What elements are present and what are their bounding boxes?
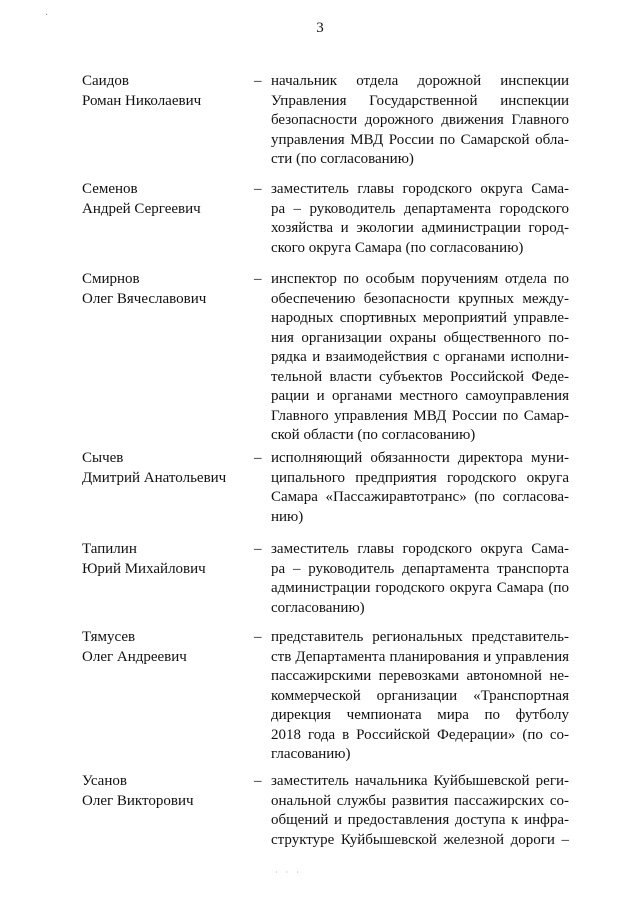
role-line: коммерческой организации «Транспортная bbox=[271, 687, 569, 704]
role-line: сти (по согласованию) bbox=[271, 151, 414, 167]
surname: Тапилин bbox=[82, 541, 137, 557]
role-line: нию) bbox=[271, 508, 304, 525]
role-line: ра – руководитель департамента городского bbox=[271, 200, 569, 217]
role-line: инспектор по особым поручениям отдела по bbox=[271, 271, 569, 287]
role-line: общений и предоставления доступа к инфра- bbox=[271, 812, 569, 828]
position-description bbox=[271, 270, 569, 446]
given-names: Андрей Сергеевич bbox=[82, 200, 201, 217]
role-line: ния организации охраны общественного по- bbox=[271, 329, 569, 346]
dash: – bbox=[254, 73, 262, 89]
role-line: структуре Куйбышевской железной дороги – bbox=[271, 831, 569, 848]
role-line: ципального предприятия городского округа bbox=[271, 469, 569, 486]
role-line: ского округа Самара (по согласованию) bbox=[271, 239, 524, 256]
role-line: народных спортивных мероприятий управле- bbox=[271, 310, 569, 326]
corner-mark: · bbox=[45, 10, 49, 21]
role-line: обеспечению безопасности крупных между- bbox=[271, 290, 569, 307]
surname: Смирнов bbox=[82, 271, 140, 287]
role-line: рядка и взаимодействия с органами исполни- bbox=[271, 349, 569, 365]
person-name bbox=[82, 72, 252, 111]
role-line: исполняющий обязанности директора муни- bbox=[271, 450, 569, 466]
given-names: Олег Андреевич bbox=[82, 648, 187, 665]
role-line: ра – руководитель департамента транспорта bbox=[271, 560, 569, 577]
page-number: 3 bbox=[316, 20, 324, 36]
given-names: Дмитрий Анатольевич bbox=[82, 469, 227, 486]
role-line: представитель региональных представитель- bbox=[271, 629, 569, 645]
role-line: заместитель начальника Куйбышевской реги- bbox=[271, 773, 569, 789]
position-description bbox=[271, 540, 569, 618]
position-description bbox=[271, 72, 569, 170]
role-line: начальник отдела дорожной инспекции bbox=[271, 73, 569, 89]
role-line: гласованию) bbox=[271, 746, 351, 762]
surname: Саидов bbox=[82, 73, 129, 89]
role-line: согласованию) bbox=[271, 599, 365, 616]
role-line: тельной власти субъектов Российской Феде- bbox=[271, 368, 569, 385]
given-names: Юрий Михайлович bbox=[82, 560, 206, 577]
role-line: заместитель главы городского округа Сама- bbox=[271, 181, 569, 197]
position-description bbox=[271, 772, 569, 850]
role-line: Главного управления МВД России по Самар- bbox=[271, 407, 569, 424]
role-line: администрации городского округа Самара (по bbox=[271, 580, 569, 596]
role-line: безопасности дорожного движения Главного bbox=[271, 112, 569, 128]
dash: – bbox=[254, 629, 262, 645]
surname: Сычев bbox=[82, 450, 124, 466]
given-names: Олег Вячеславович bbox=[82, 290, 207, 307]
person-name bbox=[82, 270, 252, 309]
person-name bbox=[82, 628, 252, 667]
role-line: 2018 года в Российской Федерации» (по со- bbox=[271, 726, 569, 743]
position-description bbox=[271, 449, 569, 527]
role-line: рации и органами местного самоуправления bbox=[271, 388, 569, 404]
role-line: ональной службы развития пассажирских со- bbox=[271, 792, 569, 809]
position-description bbox=[271, 180, 569, 258]
role-line: заместитель главы городского округа Сама- bbox=[271, 541, 569, 557]
surname: Усанов bbox=[82, 773, 127, 789]
person-name bbox=[82, 772, 252, 811]
dash: – bbox=[254, 271, 262, 287]
dash: – bbox=[254, 541, 262, 557]
surname: Семенов bbox=[82, 181, 138, 197]
role-line: управления МВД России по Самарской обла- bbox=[271, 131, 569, 148]
role-line: пассажирскими перевозками автономной не- bbox=[271, 668, 569, 684]
role-line: хозяйства и экологии администрации город- bbox=[271, 220, 569, 236]
dash: – bbox=[254, 181, 262, 197]
given-names: Олег Викторович bbox=[82, 792, 194, 809]
person-name bbox=[82, 449, 252, 488]
role-line: ств Департамента планирования и управления bbox=[271, 648, 569, 665]
person-name bbox=[82, 180, 252, 219]
dash: – bbox=[254, 773, 262, 789]
given-names: Роман Николаевич bbox=[82, 92, 202, 109]
role-line: Самара «Пассажиравтотранс» (по согласова- bbox=[271, 489, 569, 505]
role-line: Управления Государственной инспекции bbox=[271, 92, 569, 109]
person-name bbox=[82, 540, 252, 579]
role-line: ской области (по согласованию) bbox=[271, 427, 476, 443]
position-description bbox=[271, 628, 569, 765]
dash: – bbox=[254, 450, 262, 466]
surname: Тямусев bbox=[82, 629, 136, 645]
footer-stub: · · · bbox=[275, 868, 302, 877]
role-line: дирекция чемпионата мира по футболу bbox=[271, 707, 569, 723]
